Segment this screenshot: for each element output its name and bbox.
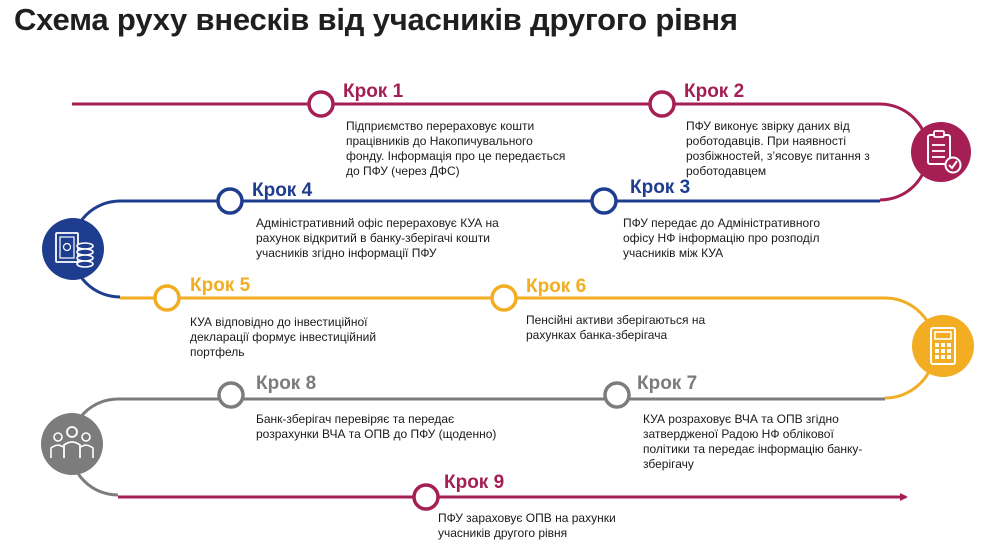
- step-5-node: [155, 286, 179, 310]
- step-5-label: Крок 5: [190, 275, 251, 296]
- step-7-node: [605, 383, 629, 407]
- step-8-node: [219, 383, 243, 407]
- step-1-text: Підприємство перераховує кошти працівників до Накопичувального фонду. Інформація про це передається до ПФУ (через ДФС): [346, 119, 566, 178]
- step-9-text: ПФУ зараховує ОПВ на рахунки учасників другого рівня: [438, 511, 616, 540]
- step-1-node: [309, 92, 333, 116]
- page-title: Схема руху внесків від учасників другого рівня: [14, 2, 738, 37]
- step-6-text: Пенсійні активи зберігаються на рахунках банка-зберігача: [526, 313, 706, 342]
- step-3-text: ПФУ передає до Адміністративного офісу НФ інформацію про розподіл учасників між КУА: [623, 216, 821, 260]
- step-6-node: [492, 286, 516, 310]
- step-8-text: Банк-зберігач перевіряє та передає розрахунки ВЧА та ОПВ до ПФУ (щоденно): [256, 412, 497, 441]
- step-6-label: Крок 6: [526, 276, 587, 297]
- step-4-node: [218, 189, 242, 213]
- step-2-text: ПФУ виконує звірку даних від роботодавців. При наявності розбіжностей, з’ясовує питання з роботодавцем: [686, 119, 870, 178]
- step-7-label: Крок 7: [637, 373, 698, 394]
- step-3-label: Крок 3: [630, 177, 691, 198]
- step-5-text: КУА відповідно до інвестиційної декларації формує інвестиційний портфель: [190, 315, 377, 359]
- step-9-node: [414, 485, 438, 509]
- money-stack-icon: [42, 218, 104, 280]
- step-7-text: КУА розраховує ВЧА та ОПВ згідно затвердженої Радою НФ облікової політики та передає інформацію банку-зберігачу: [643, 412, 863, 471]
- calculator-icon: [912, 315, 974, 377]
- step-4-label: Крок 4: [252, 180, 313, 201]
- step-2-label: Крок 2: [684, 81, 745, 102]
- checklist-icon: [911, 122, 971, 182]
- step-2-node: [650, 92, 674, 116]
- people-group-icon: [41, 413, 103, 475]
- step-9-label: Крок 9: [444, 472, 505, 493]
- step-8-label: Крок 8: [256, 373, 317, 394]
- step-3-node: [592, 189, 616, 213]
- step-1-label: Крок 1: [343, 81, 404, 102]
- step-4-text: Адміністративний офіс перераховує КУА на рахунок відкритий в банку-зберігачі кошти учасників згідно інформації ПФУ: [256, 216, 499, 260]
